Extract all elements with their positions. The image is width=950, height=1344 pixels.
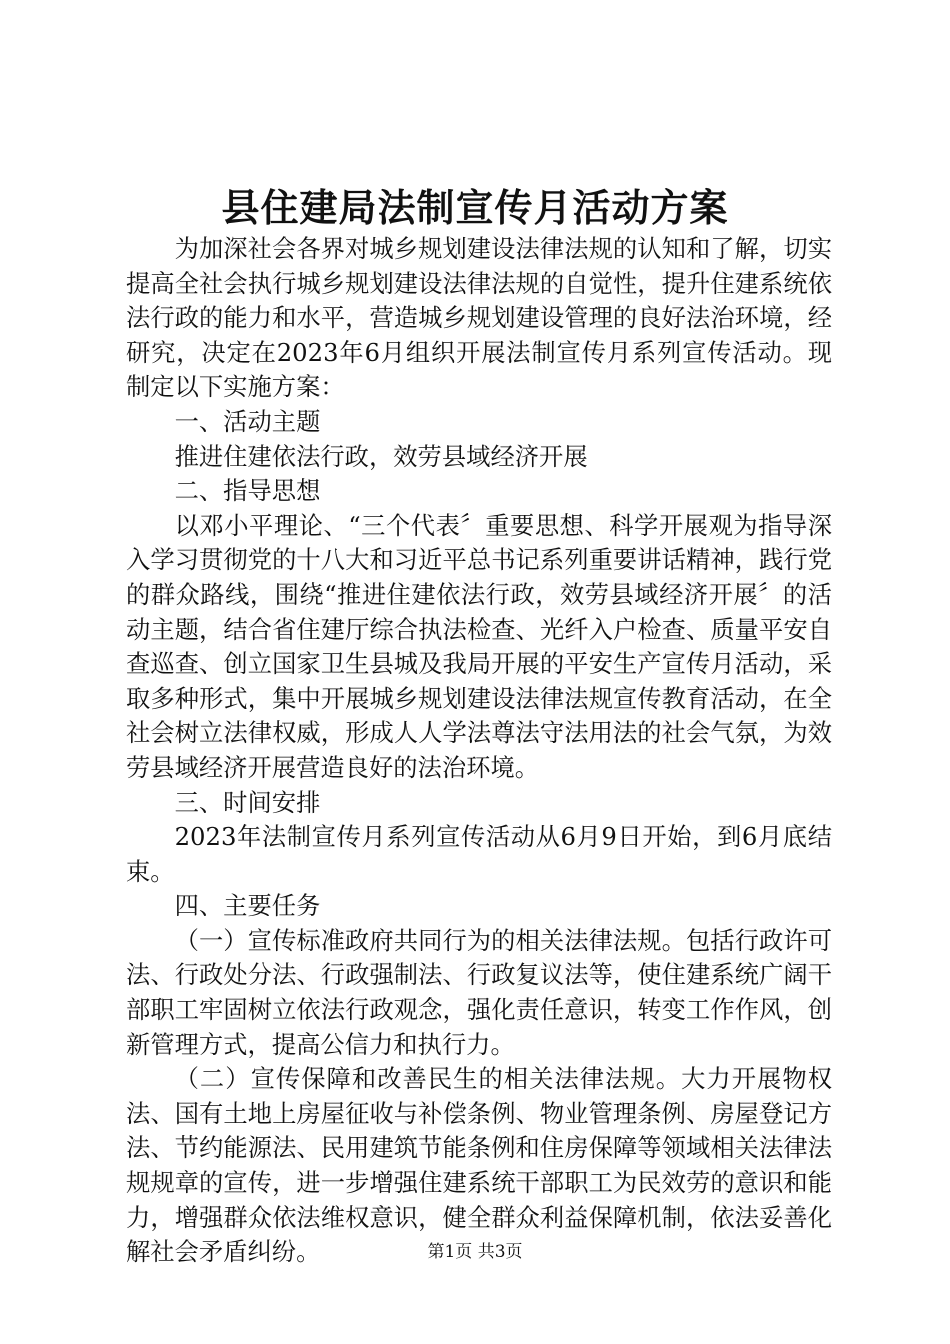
section-heading-tasks: 四、主要任务 bbox=[174, 891, 321, 921]
document-body bbox=[126, 232, 832, 1270]
schedule-paragraph: 2023年法制宣传月系列宣传活动从6月9日开始，到6月底结束。 bbox=[126, 822, 832, 886]
section-heading-guidance: 二、指导思想 bbox=[174, 476, 321, 506]
section-heading-theme: 一、活动主题 bbox=[174, 406, 321, 436]
guidance-paragraph: 以邓小平理论、“三个代表〞重要思想、科学开展观为指导深入学习贯彻党的十八大和习近平总书记系列重要讲话精神，践行党的群众路线，围绕“推进住建依法行政，效劳县域经济开展〞的活动主题，结合省住建厅综合执法检查、光纤入户检查、质量平安自查巡查、创立国家卫生县城及我局开展的平安生产宣传月活动，采取多种形式，集中开展城乡规划建设法律法规宣传教育活动，在全社会树立法律权威，形成人人学法尊法守法用法的社会气氛，为效劳县域经济开展营造良好的法治环境。 bbox=[126, 510, 832, 782]
intro-paragraph: 为加深社会各界对城乡规划建设法律法规的认知和了解，切实提高全社会执行城乡规划建设法律法规的自觉性，提升住建系统依法行政的能力和水平，营造城乡规划建设管理的良好法治环境，经研究，决定在2023年6月组织开展法制宣传月系列宣传活动。现制定以下实施方案： bbox=[126, 234, 832, 402]
theme-paragraph: 推进住建依法行政，效劳县域经济开展 bbox=[174, 441, 588, 471]
document-title: 县住建局法制宣传月活动方案 bbox=[221, 186, 729, 230]
section-heading-schedule: 三、时间安排 bbox=[174, 787, 321, 817]
page-number: 第1页 共3页 bbox=[427, 1242, 523, 1262]
task-paragraph-2: （二）宣传保障和改善民生的相关法律法规。大力开展物权法、国有土地上房屋征收与补偿条例、物业管理条例、房屋登记方法、节约能源法、民用建筑节能条例和住房保障等领域相关法律法规规章的宣传，进一步增强住建系统干部职工为民效劳的意识和能力，增强群众依法维权意识，健全群众利益保障机制，依法妥善化解社会矛盾纠纷。 bbox=[126, 1064, 832, 1267]
task-paragraph-1: （一）宣传标准政府共同行为的相关法律法规。包括行政许可法、行政处分法、行政强制法、行政复议法等，使住建系统广阔干部职工牢固树立依法行政观念，强化责任意识，转变工作作风，创新管理方式，提高公信力和执行力。 bbox=[126, 925, 832, 1059]
